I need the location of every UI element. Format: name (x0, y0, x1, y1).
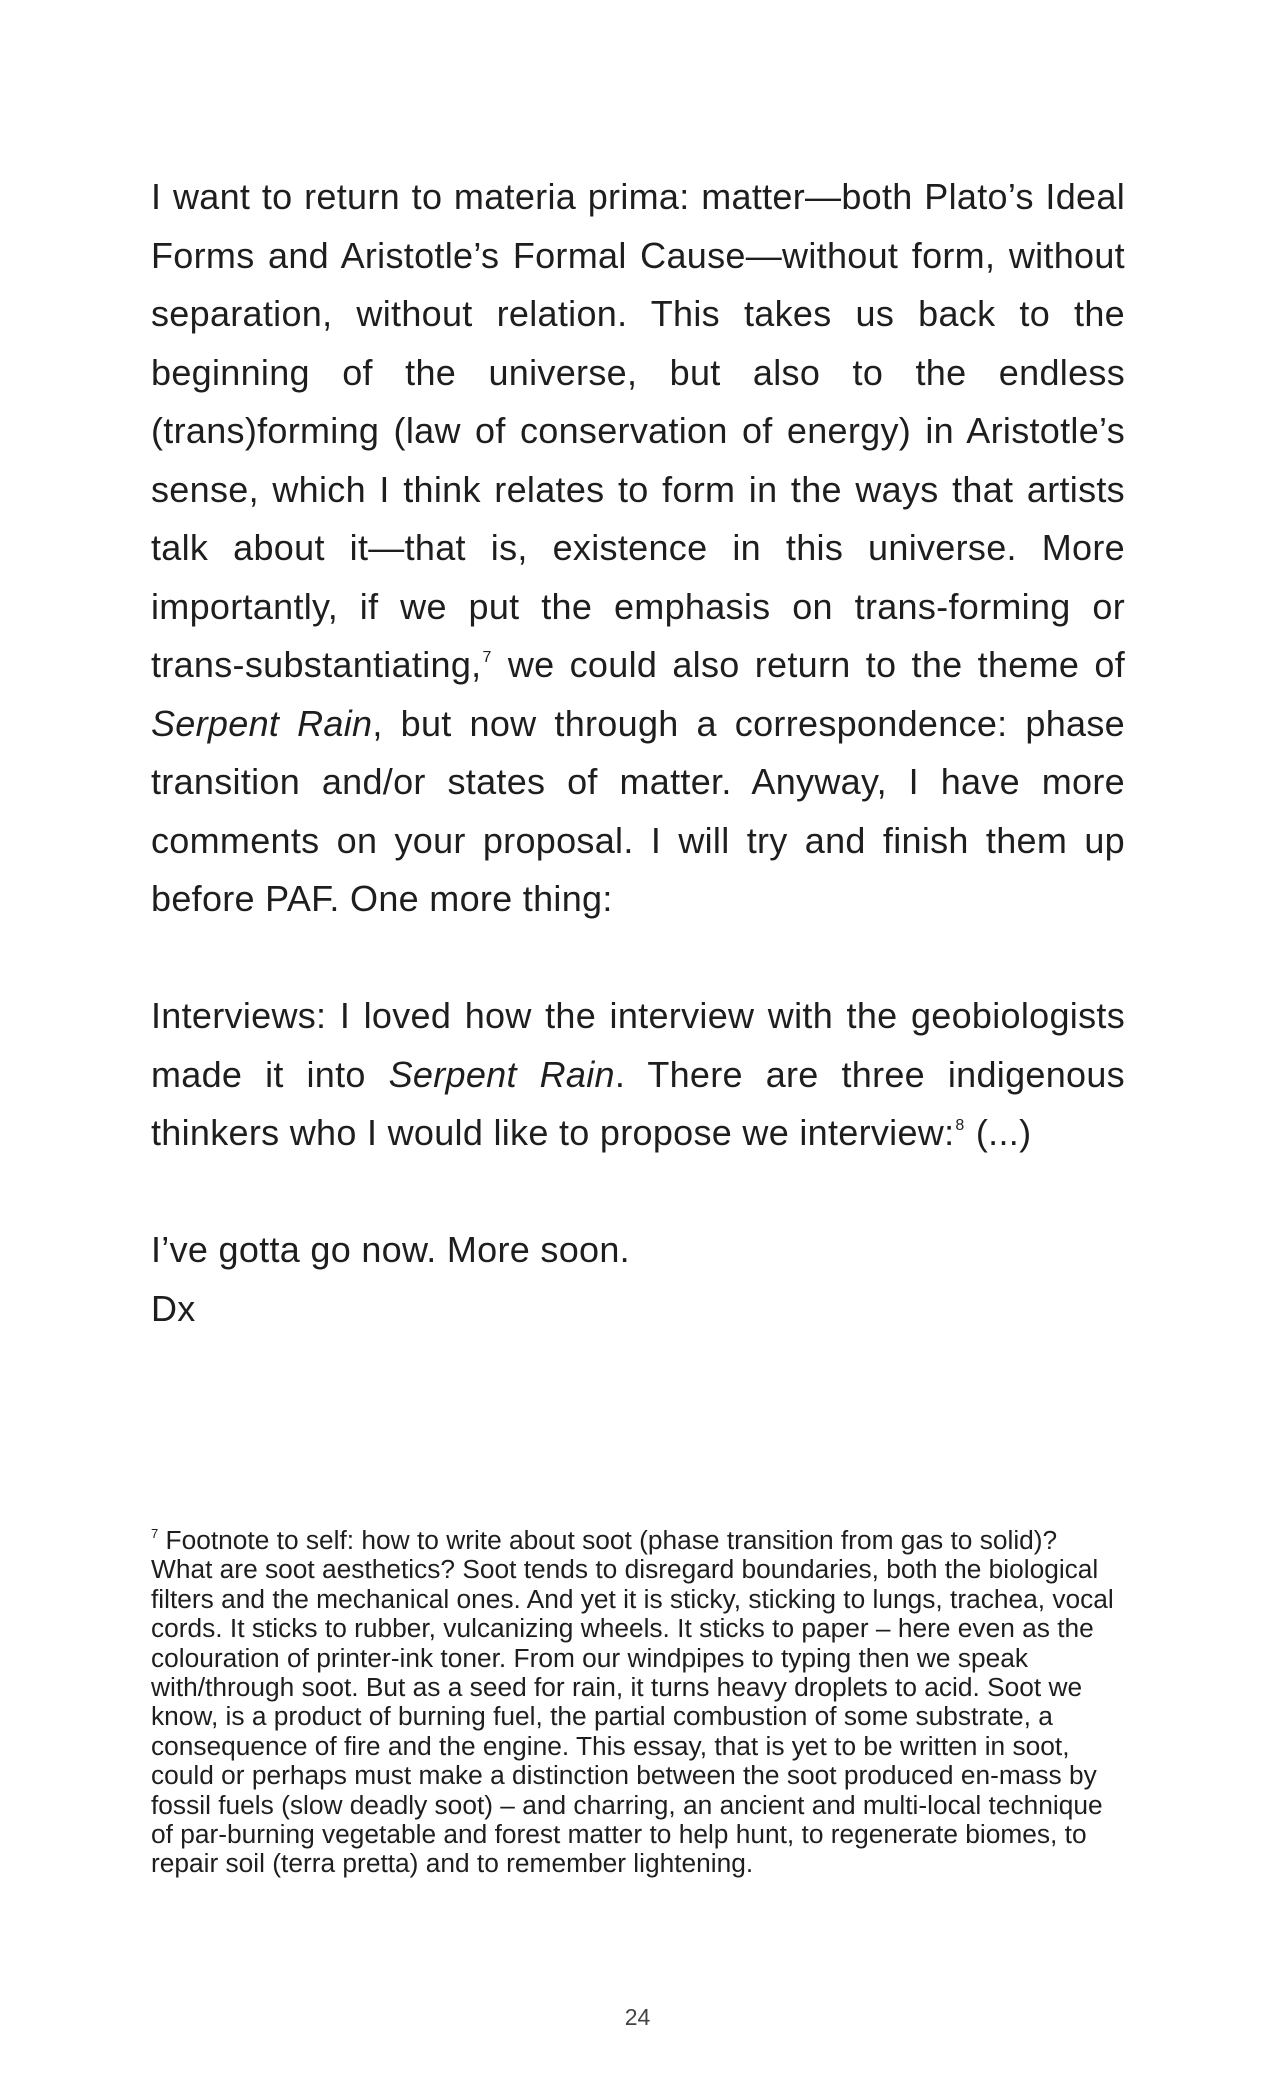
footnote-reference: 8 (955, 1117, 965, 1134)
closing-line: I’ve gotta go now. More soon. (151, 1229, 630, 1270)
paragraph-interviews (151, 987, 1125, 1163)
footnote (151, 1526, 1125, 1879)
footnote-number: 7 (151, 1526, 159, 1541)
footnote-text: Footnote to self: how to write about soot (phase transition from gas to solid)? What are soot aesthetics? Soot tends to disregard boundaries, both the biological filters and the mechanical ones. And yet it is sticky, sticking to lungs, trachea, vocal cords. It sticks to rubber, vulcanizing wheels. It sticks to paper – here even as the colouration of printer-ink toner. From our windpipes to typing then we speak with/through soot. But as a seed for rain, it turns heavy droplets to acid. Soot we know, is a product of burning fuel, the partial combustion of some substrate, a consequence of fire and the engine. This essay, that is yet to be written in soot, could or perhaps must make a distinction between the soot produced en-mass by fossil fuels (slow deadly soot) – and charring, an ancient and multi-local technique of par-burning vegetable and forest matter to help hunt, to regenerate biomes, to repair soil (terra pretta) and to remember lightening. (151, 1525, 1114, 1879)
paragraph-materia-prima (151, 168, 1125, 929)
paragraph-text: , but now through a correspondence: phase transition and/or states of matter. Anyway, I have more comments on your proposal. I will try and finish them up before PAF. One more thing: (151, 702, 1125, 919)
footnote-reference: 7 (482, 649, 492, 666)
paragraph-text: I want to return to materia prima: matter—both Plato’s Ideal Forms and Aristotle’s Formal Cause—without form, without separation, without relation. This takes us back to the beginning of the universe, but also to the endless (trans)forming (law of conservation of energy) in Aristotle’s sense, which I think relates to form in the ways that artists talk about it—that is, existence in this universe. More importantly, if we put the emphasis on trans-forming or trans-substantiating, (151, 176, 1125, 685)
paragraph-text: Interviews: I loved how the interview with the geobiologists made it into (151, 995, 1125, 1095)
italic-title: Serpent Rain (388, 1053, 615, 1095)
page-number: 24 (624, 2004, 651, 2030)
paragraph-text: . There are three indigenous thinkers who I would like to propose we interview: (151, 1053, 1125, 1153)
paragraph-text: we could also return to the theme of (492, 644, 1125, 685)
paragraph-text: (...) (965, 1112, 1032, 1153)
main-body-text (151, 168, 1125, 1338)
italic-title: Serpent Rain (151, 702, 373, 744)
signature: Dx (151, 1287, 196, 1329)
